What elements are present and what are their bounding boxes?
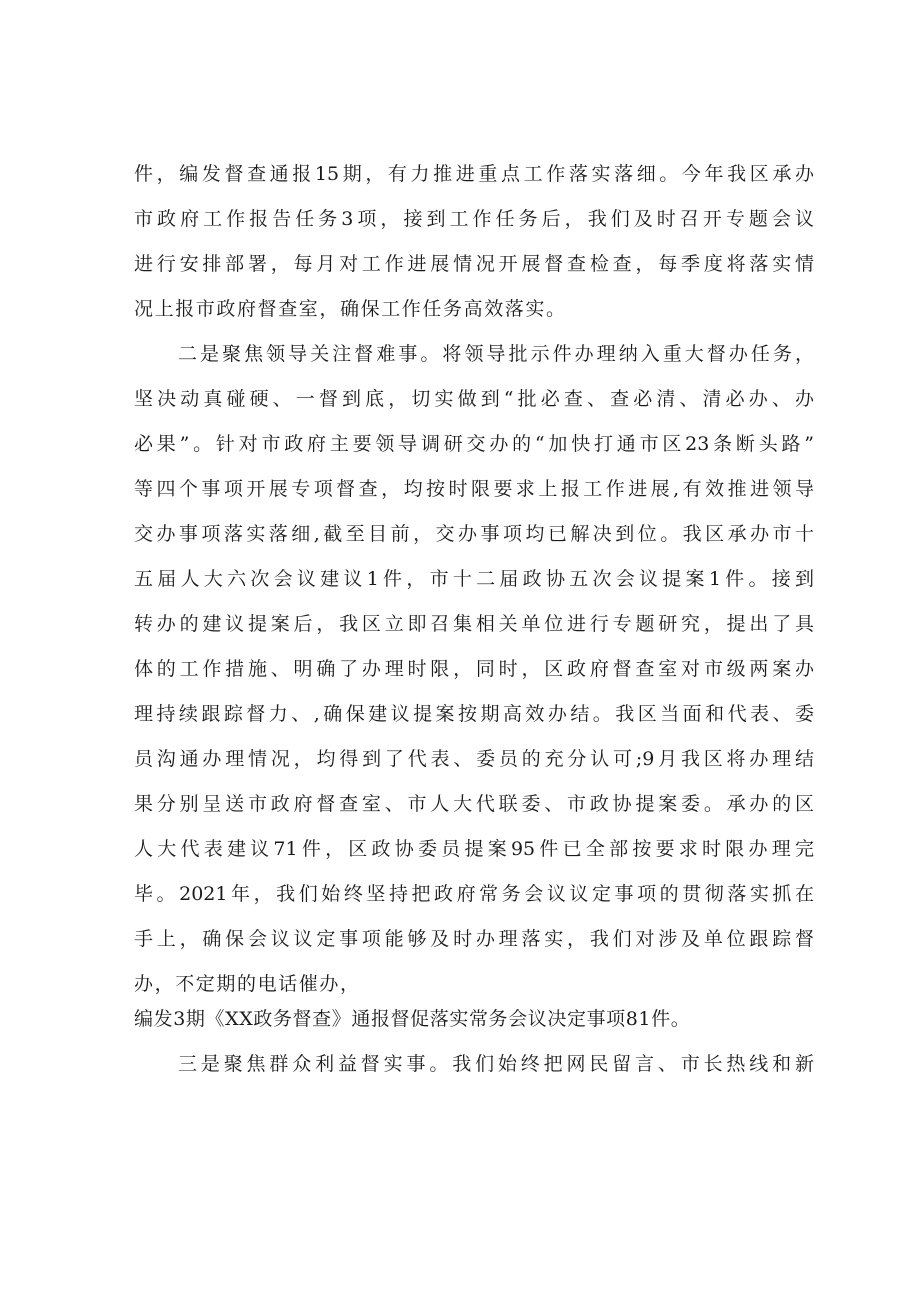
text-line: 件，编发督查通报15期，有力推进重点工作落实落细。今年我区承办 [134, 163, 814, 185]
paragraph-first-line: 三是聚焦群众利益督实事。我们始终把网民留言、市长热线和新 [178, 1053, 814, 1075]
text-line: 员沟通办理情况，均得到了代表、委员的充分认可;9月我区将办理结 [134, 748, 814, 770]
text-line: 手上，确保会议议定事项能够及时办理落实，我们对涉及单位跟踪督 [134, 928, 814, 950]
text-line: 转办的建议提案后，我区立即召集相关单位进行专题研究，提出了具 [134, 613, 814, 635]
text-line: 理持续跟踪督力、,确保建议提案按期高效办结。我区当面和代表、委 [134, 703, 814, 725]
text-line: 市政府工作报告任务3项，接到工作任务后，我们及时召开专题会议 [134, 208, 814, 230]
text-line: 办，不定期的电话催办， [134, 973, 361, 995]
text-line: 等四个事项开展专项督查，均按时限要求上报工作进展,有效推进领导 [134, 478, 814, 500]
text-line: 毕。2021年，我们始终坚持把政府常务会议议定事项的贯彻落实抓在 [134, 883, 814, 905]
text-line: 进行安排部署，每月对工作进展情况开展督查检查，每季度将落实情 [134, 253, 814, 275]
text-line: 五届人大六次会议建议1件，市十二届政协五次会议提案1件。接到 [134, 568, 814, 590]
text-line: 体的工作措施、明确了办理时限，同时，区政府督查室对市级两案办 [134, 658, 814, 680]
text-line: 坚决动真碰硬、一督到底，切实做到“批必查、查必清、清必办、办 [134, 388, 814, 410]
text-line: 编发3期《XX政务督查》通报督促落实常务会议决定事项81件。 [134, 1008, 691, 1030]
text-line: 况上报市政府督查室，确保工作任务高效落实。 [134, 298, 567, 320]
text-line: 交办事项落实落细,截至目前，交办事项均已解决到位。我区承办市十 [134, 523, 814, 545]
text-line: 人大代表建议71件，区政协委员提案95件已全部按要求时限办理完 [134, 838, 814, 860]
paragraph-first-line: 二是聚焦领导关注督难事。将领导批示件办理纳入重大督办任务， [178, 343, 814, 365]
text-line: 果分别呈送市政府督查室、市人大代联委、市政协提案委。承办的区 [134, 793, 814, 815]
text-line: 必果”。针对市政府主要领导调研交办的“加快打通市区23条断头路” [134, 433, 814, 455]
